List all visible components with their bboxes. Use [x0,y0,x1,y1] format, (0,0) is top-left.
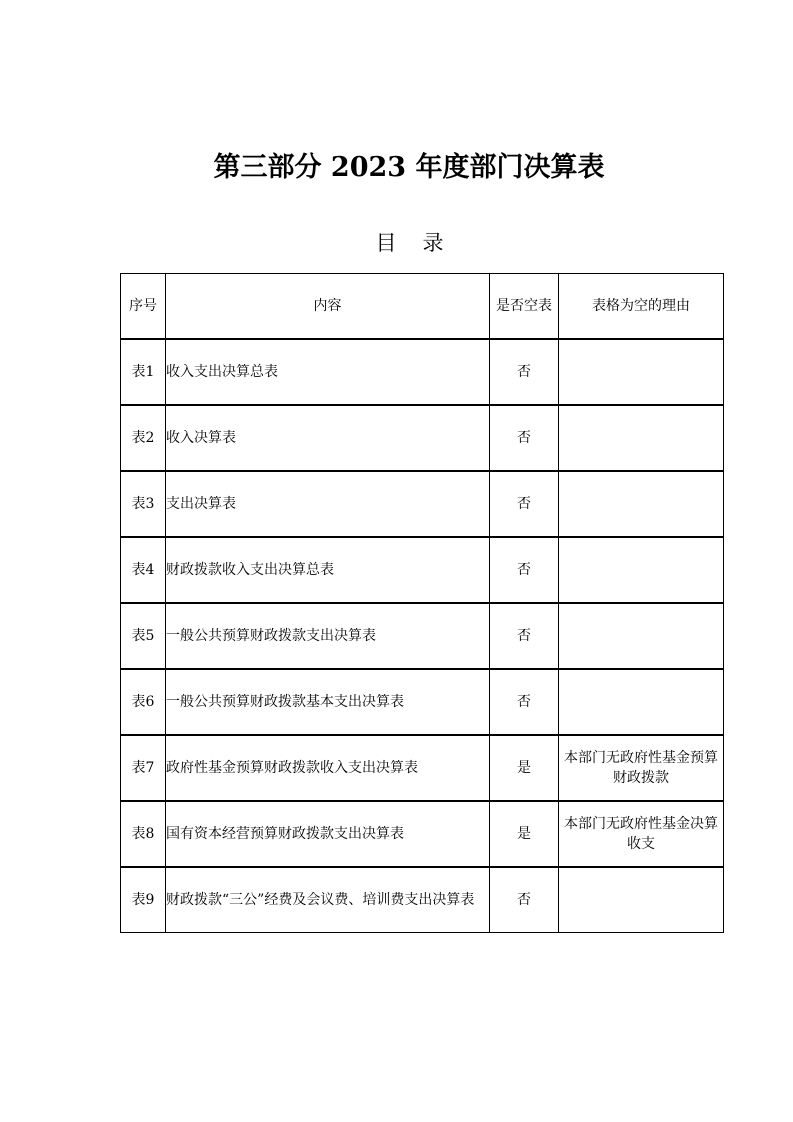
row-content: 一般公共预算财政拨款支出决算表 [166,603,490,669]
row-seq: 表3 [121,471,166,537]
row-is-empty: 是 [490,801,559,867]
header-content: 内容 [166,274,490,340]
row-reason [559,339,724,405]
row-reason [559,603,724,669]
row-reason: 本部门无政府性基金预算财政拨款 [559,735,724,801]
row-content: 收入支出决算总表 [166,339,490,405]
row-content: 收入决算表 [166,405,490,471]
table-row [121,603,724,669]
header-is-empty: 是否空表 [490,274,559,340]
row-seq: 表1 [121,339,166,405]
header-reason: 表格为空的理由 [559,274,724,340]
row-is-empty: 否 [490,669,559,735]
row-reason [559,471,724,537]
toc-heading: 目录 [375,231,470,255]
row-content: 政府性基金预算财政拨款收入支出决算表 [166,735,490,801]
row-content: 国有资本经营预算财政拨款支出决算表 [166,801,490,867]
row-is-empty: 否 [490,867,559,933]
row-reason [559,867,724,933]
row-seq: 表2 [121,405,166,471]
header-seq: 序号 [121,274,166,340]
row-reason [559,669,724,735]
page-title: 第三部分 2023 年度部门决算表 [213,152,605,183]
row-content: 财政拨款“三公”经费及会议费、培训费支出决算表 [166,867,490,933]
row-seq: 表4 [121,537,166,603]
row-is-empty: 否 [490,537,559,603]
toc-table [120,273,724,933]
table-row [121,405,724,471]
table-row [121,339,724,405]
row-reason: 本部门无政府性基金决算收支 [559,801,724,867]
table-row [121,471,724,537]
row-is-empty: 否 [490,471,559,537]
row-is-empty: 否 [490,603,559,669]
row-seq: 表5 [121,603,166,669]
table-row [121,669,724,735]
row-seq: 表6 [121,669,166,735]
row-seq: 表8 [121,801,166,867]
row-content: 财政拨款收入支出决算总表 [166,537,490,603]
row-is-empty: 否 [490,405,559,471]
row-is-empty: 是 [490,735,559,801]
row-seq: 表7 [121,735,166,801]
row-content: 支出决算表 [166,471,490,537]
row-reason [559,537,724,603]
table-row [121,867,724,933]
row-seq: 表9 [121,867,166,933]
table-row [121,735,724,801]
table-row [121,537,724,603]
row-is-empty: 否 [490,339,559,405]
table-row [121,801,724,867]
row-content: 一般公共预算财政拨款基本支出决算表 [166,669,490,735]
row-reason [559,405,724,471]
table-header-row [121,274,724,340]
